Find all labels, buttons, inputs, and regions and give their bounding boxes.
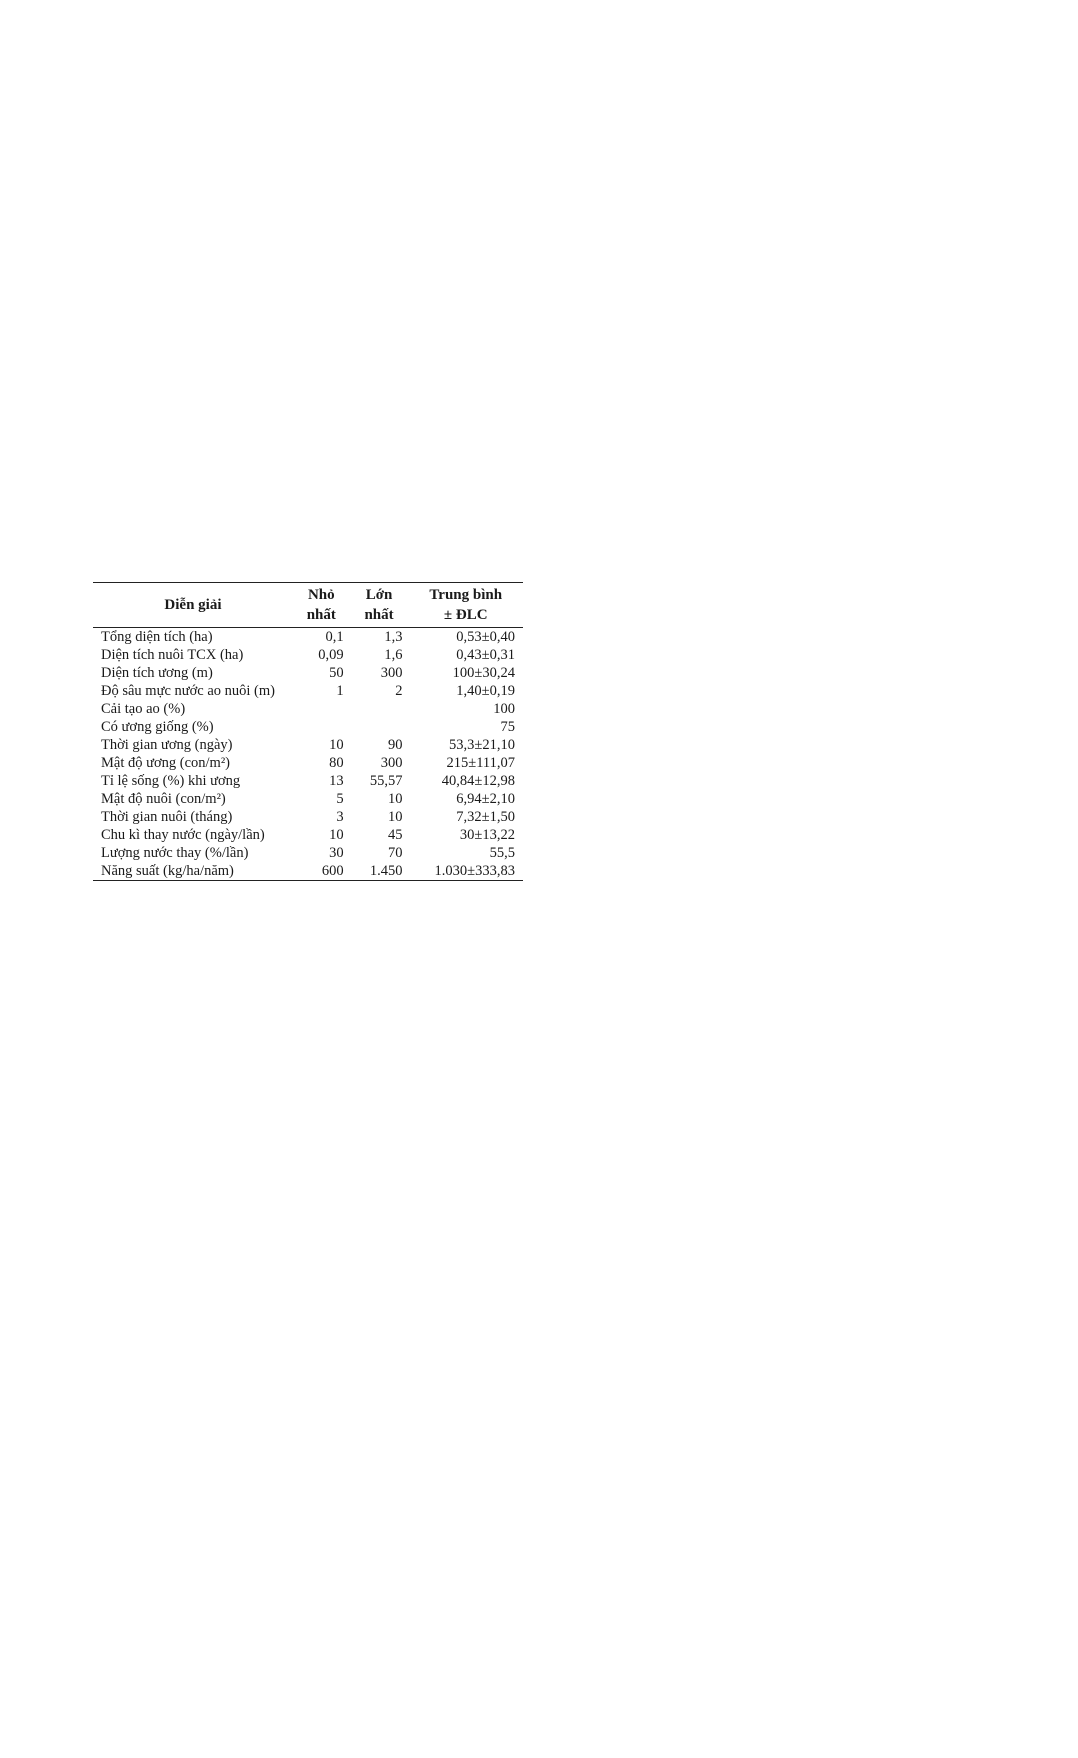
row-max: 2 xyxy=(395,683,403,699)
row-min: 13 xyxy=(329,773,344,789)
row-label: Tổng diện tích (ha) xyxy=(101,629,213,645)
header-min-line-2: nhất xyxy=(306,607,336,623)
row-label: Tỉ lệ sống (%) khi ương xyxy=(101,773,241,789)
row-mean: 1,40±0,19 xyxy=(456,683,515,699)
row-max: 90 xyxy=(387,737,403,753)
row-label: Mật độ ương (con/m²) xyxy=(101,755,231,771)
header-min-line-1: Nhỏ xyxy=(307,587,335,603)
table-row xyxy=(93,736,523,754)
row-mean: 0,43±0,31 xyxy=(456,647,515,663)
row-min: 50 xyxy=(329,665,344,681)
row-label: Lượng nước thay (%/lần) xyxy=(101,845,249,861)
row-mean: 1.030±333,83 xyxy=(408,862,523,881)
statistics-table xyxy=(93,582,523,881)
row-min xyxy=(293,718,350,736)
table-row xyxy=(93,700,523,718)
table-body xyxy=(93,628,523,881)
row-min: 80 xyxy=(329,755,344,771)
row-label: Cải tạo ao (%) xyxy=(101,701,186,717)
row-label: Thời gian ương (ngày) xyxy=(101,737,233,753)
row-max xyxy=(350,718,409,736)
table-row xyxy=(93,772,523,790)
table-row xyxy=(93,790,523,808)
row-mean: 0,53±0,40 xyxy=(456,629,515,645)
row-label: Năng suất (kg/ha/năm) xyxy=(93,862,293,881)
table-row xyxy=(93,844,523,862)
row-max: 55,57 xyxy=(369,773,403,789)
header-max xyxy=(350,583,409,628)
row-label: Chu kì thay nước (ngày/lần) xyxy=(101,827,265,843)
row-mean: 75 xyxy=(500,719,515,735)
row-mean: 30±13,22 xyxy=(459,827,515,843)
row-label: Có ương giống (%) xyxy=(101,719,214,735)
table-row xyxy=(93,646,523,664)
row-min: 10 xyxy=(329,827,344,843)
header-mean xyxy=(408,583,523,628)
row-max: 10 xyxy=(387,791,403,807)
row-mean: 6,94±2,10 xyxy=(456,791,515,807)
table-header-row xyxy=(93,583,523,628)
row-min: 1 xyxy=(336,683,344,699)
table-row xyxy=(93,808,523,826)
table-row xyxy=(93,682,523,700)
row-min: 600 xyxy=(293,862,350,881)
table-row xyxy=(93,718,523,736)
row-min: 30 xyxy=(329,845,344,861)
row-label: Mật độ nuôi (con/m²) xyxy=(101,791,226,807)
row-mean: 55,5 xyxy=(489,845,515,861)
row-label: Thời gian nuôi (tháng) xyxy=(101,809,233,825)
row-max: 70 xyxy=(387,845,403,861)
row-max: 1,6 xyxy=(384,647,403,663)
row-max: 1.450 xyxy=(350,862,409,881)
row-max: 300 xyxy=(380,665,403,681)
row-mean: 53,3±21,10 xyxy=(449,737,515,753)
header-min xyxy=(293,583,350,628)
row-label: Độ sâu mực nước ao nuôi (m) xyxy=(101,683,275,699)
row-mean: 100 xyxy=(493,701,515,717)
row-label: Diện tích ương (m) xyxy=(101,665,213,681)
header-max-line-2: nhất xyxy=(364,607,394,623)
row-min xyxy=(293,700,350,718)
row-mean: 215±111,07 xyxy=(446,755,515,771)
row-label: Diện tích nuôi TCX (ha) xyxy=(101,647,244,663)
row-max: 1,3 xyxy=(384,629,403,645)
row-mean: 40,84±12,98 xyxy=(441,773,515,789)
row-max: 45 xyxy=(387,827,403,843)
table-row xyxy=(93,628,523,647)
row-min: 5 xyxy=(336,791,344,807)
row-min: 0,09 xyxy=(318,647,344,663)
table-row xyxy=(93,754,523,772)
row-max: 10 xyxy=(387,809,403,825)
data-table-container xyxy=(93,582,523,881)
header-label: Diễn giải xyxy=(93,583,293,628)
table-row xyxy=(93,664,523,682)
header-max-line-1: Lớn xyxy=(365,587,393,603)
header-mean-line-2: ± ĐLC xyxy=(443,607,488,623)
row-min: 0,1 xyxy=(325,629,344,645)
table-row xyxy=(93,826,523,844)
row-min: 10 xyxy=(329,737,344,753)
row-mean: 7,32±1,50 xyxy=(456,809,515,825)
row-mean: 100±30,24 xyxy=(452,665,515,681)
row-min: 3 xyxy=(336,809,344,825)
row-max xyxy=(350,700,409,718)
header-mean-line-1: Trung bình xyxy=(429,587,503,603)
row-max: 300 xyxy=(380,755,403,771)
table-row xyxy=(93,862,523,881)
